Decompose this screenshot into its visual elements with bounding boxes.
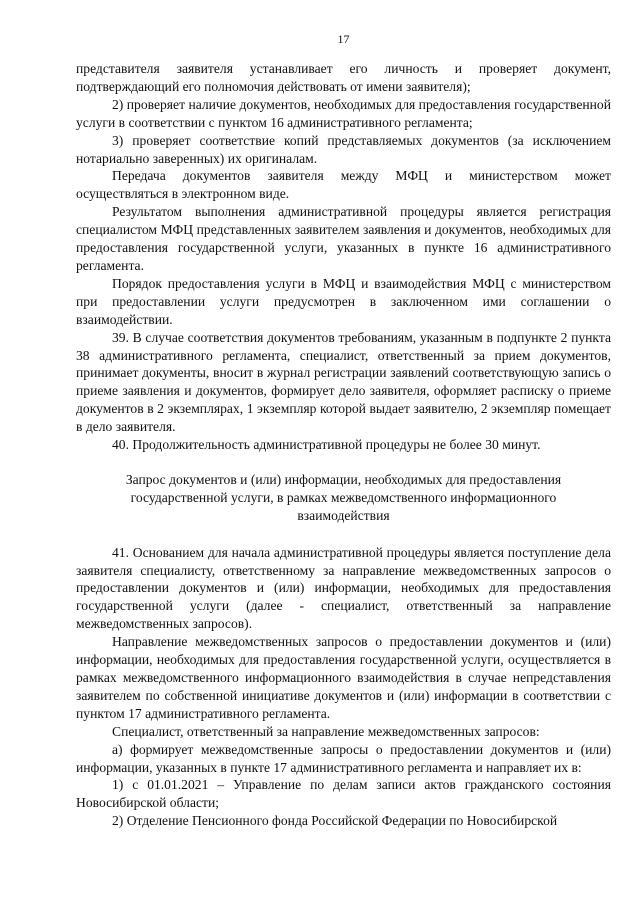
paragraph-clause-39: 39. В случае соответствия документов требованиям, указанным в подпункте 2 пункта 38 административного регламента, специалист, ответственный за прием документов, принимает документы, вносит в журнал регистрации заявлений соответствующую запись о приеме заявления и документов, формирует дело заявителя, оформляет расписку о приеме документов в 2 экземплярах, 1 экземпляр которой выдает заявителю, 2 экземпляр помещает в дело заявителя. <box>76 329 611 435</box>
paragraph-mfc-procedure: Порядок предоставления услуги в МФЦ и взаимодействия МФЦ с министерством при предоставлении услуги предусмотрен в заключенном ими соглашении о взаимодействии. <box>76 275 611 327</box>
section-heading: Запрос документов и (или) информации, необходимых для предоставления государственной услуги, в рамках межведомственного информационного взаимодействия <box>125 471 562 523</box>
paragraph-subitem-a: а) формирует межведомственные запросы о предоставлении документов и (или) информации, указанных в пункте 17 административного регламента и направляет их в: <box>76 741 611 775</box>
paragraph-electronic-transfer: Передача документов заявителя между МФЦ и министерством может осуществляться в электронном виде. <box>76 168 611 202</box>
page-number: 17 <box>337 32 350 46</box>
paragraph-specialist: Специалист, ответственный за направление межведомственных запросов: <box>112 723 540 739</box>
paragraph-clause-41: 41. Основанием для начала административной процедуры является поступление дела заявителя специалисту, ответственному за направление межведомственных запросов о предоставлении документов и (или) информации, необходимых для предоставления государственной услуги (далее - специалист, ответственный за направление межведомственных запросов). <box>76 544 611 632</box>
paragraph-interagency-requests: Направление межведомственных запросов о предоставлении документов и (или) информации, необходимых для предоставления государственной услуги, осуществляется в рамках межведомственного информационного взаимодействия в случае непредставления заявителем по собственной инициативе документов и (или) информации в соответствии с пунктом 17 административного регламента. <box>76 634 611 721</box>
paragraph-clause-40: 40. Продолжительность административной процедуры не более 30 минут. <box>112 437 541 453</box>
paragraph-continuation: представителя заявителя устанавливает его личность и проверяет документ, подтверждающий его полномочия действовать от имени заявителя); <box>76 61 611 94</box>
paragraph-list-item-1: 1) с 01.01.2021 – Управление по делам записи актов гражданского состояния Новосибирской области; <box>76 777 611 811</box>
document-page <box>76 32 611 830</box>
paragraph-result: Результатом выполнения административной процедуры является регистрация специалистом МФЦ представленных заявителем заявления и документов, необходимых для предоставления государственной услуги, указанных в пункте 16 административного регламента. <box>76 204 611 273</box>
paragraph-item-3: 3) проверяет соответствие копий представляемых документов (за исключением нотариально заверенных) их оригиналам. <box>76 132 611 166</box>
paragraph-item-2: 2) проверяет наличие документов, необходимых для предоставления государственной услуги в соответствии с пунктом 16 административного регламента; <box>76 96 611 130</box>
paragraph-list-item-2: 2) Отделение Пенсионного фонда Российской Федерации по Новосибирской <box>112 813 558 829</box>
